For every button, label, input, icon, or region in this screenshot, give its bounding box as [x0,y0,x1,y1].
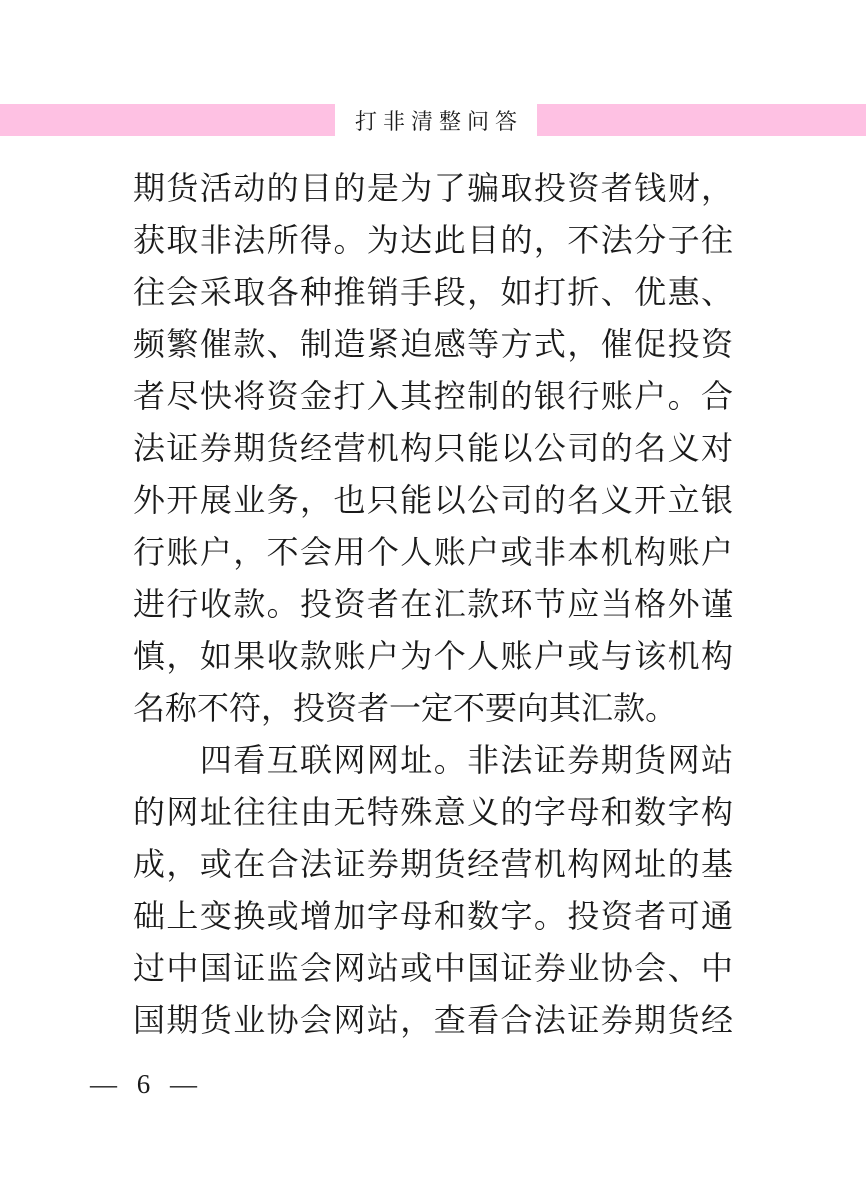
running-header-band [0,104,866,136]
text-line: 四看互联网网址。非法证券期货网站 [133,742,733,778]
header-band-left-segment [0,104,335,136]
header-band-right-segment [537,104,866,136]
text-line: 期货活动的目的是为了骗取投资者钱财， [133,170,733,206]
text-line: 频繁催款、制造紧迫感等方式，催促投资 [133,326,733,362]
text-line: 法证券期货经营机构只能以公司的名义对 [133,430,733,466]
text-line: 行账户，不会用个人账户或非本机构账户 [133,534,733,570]
text-line: 名称不符，投资者一定不要向其汇款。 [133,690,678,726]
text-line: 外开展业务，也只能以公司的名义开立银 [133,482,733,518]
text-line: 慎，如果收款账户为个人账户或与该机构 [133,638,733,674]
text-line: 进行收款。投资者在汇款环节应当格外谨 [133,586,733,622]
page-number: — 6 — [90,1069,200,1099]
text-line: 的网址往往由无特殊意义的字母和数字构 [133,794,733,830]
text-line: 成，或在合法证券期货经营机构网址的基 [133,846,733,882]
text-line: 过中国证监会网站或中国证券业协会、中 [133,950,733,986]
text-line: 者尽快将资金打入其控制的银行账户。合 [133,378,733,414]
body-text-block [133,162,733,1046]
running-header-title: 打非清整问答 [335,104,537,136]
text-line: 往会采取各种推销手段，如打折、优惠、 [133,274,733,310]
text-line: 础上变换或增加字母和数字。投资者可通 [133,898,733,934]
text-line: 获取非法所得。为达此目的，不法分子往 [133,222,733,258]
text-line: 国期货业协会网站，查看合法证券期货经 [133,1002,733,1038]
